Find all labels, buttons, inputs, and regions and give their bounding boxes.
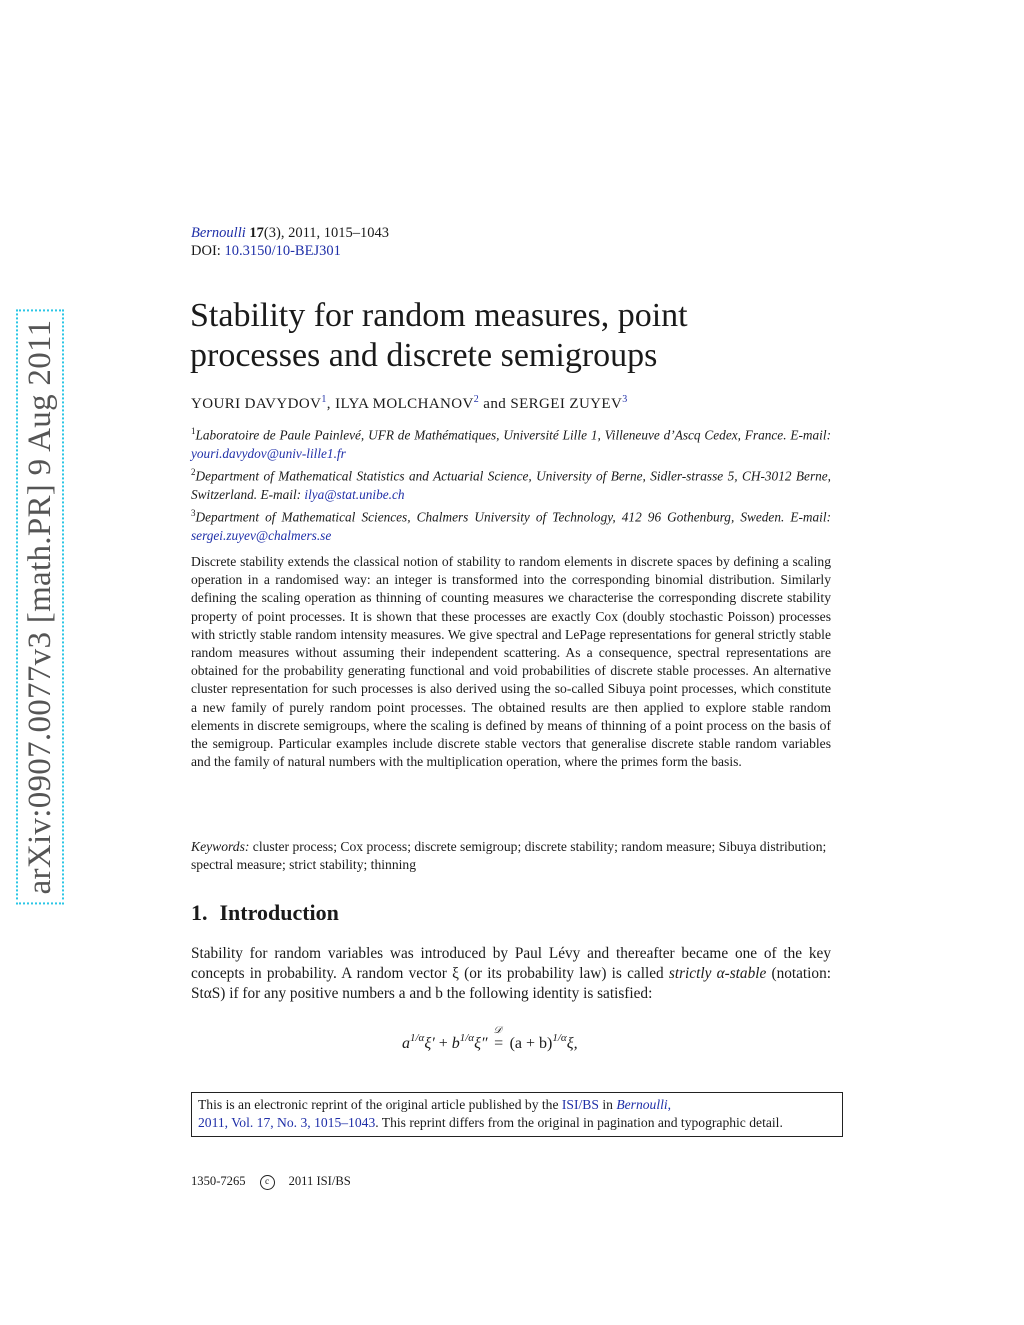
title-line-2: processes and discrete semigroups [190,337,658,374]
author-1: YOURI DAVYDOV [191,396,322,412]
author-separator-1: , [326,396,336,412]
journal-name-link[interactable]: Bernoulli [191,225,246,241]
section-heading [191,900,339,926]
affiliations [191,422,831,545]
citation-link[interactable]: 2011, Vol. 17, No. 3, 1015–1043 [198,1115,376,1131]
copyright-holder: 2011 ISI/BS [288,1174,351,1188]
intro-text-2: (notation: StαS) if for any positive numbers a and b the following identity is satisfied: [191,965,831,1002]
intro-emphasis: strictly α-stable [668,965,767,982]
author-3-affil-marker[interactable]: 3 [622,394,628,405]
issn: 1350-7265 [191,1174,246,1188]
eq-exponent-1: 1/α [410,1032,425,1044]
bernoulli-link[interactable]: Bernoulli [616,1097,668,1112]
email-link[interactable]: youri.davydov@univ-lille1.fr [191,445,346,461]
author-3: SERGEI ZUYEV [510,396,623,412]
arxiv-stamp-container [16,302,64,912]
reprint-comma: , [667,1097,672,1112]
affiliation-1 [191,422,831,463]
intro-text-1: Stability for random variables was introduced by Paul Lévy and thereafter became one of the key concepts in probability. A random vector ξ (or its probability law) is called [191,945,831,982]
reprint-text-1: This is an electronic reprint of the original article published by the [198,1097,562,1112]
author-list [191,394,628,413]
email-link[interactable]: sergei.zuyev@chalmers.se [191,527,332,543]
isi-bs-link[interactable]: ISI/BS [561,1097,599,1112]
affiliation-marker: 1 [191,426,196,436]
paper-title [190,296,830,376]
section-title: Introduction [219,900,339,925]
reprint-text-3: . This reprint differs from the original in pagination and typographic detail. [375,1115,783,1131]
eq-tail: ξ, [566,1035,578,1052]
journal-volume: 17 [249,225,264,241]
eq-xi-double-prime: ξ″ [474,1035,488,1052]
intro-paragraph [191,944,831,1004]
affiliation-3 [191,504,831,545]
affiliation-text: Department of Mathematical Statistics and Actuarial Science, University of Berne, Sidler-strasse 5, CH-3012 Berne, Switzerland. E-mail: [191,468,831,502]
eq-a: a [402,1035,410,1052]
stability-equation [402,1025,578,1053]
copyright-footer [191,1174,351,1190]
eq-rhs: (a + b) [509,1035,553,1052]
author-2: ILYA MOLCHANOV [335,396,474,412]
doi-line [191,242,389,260]
eq-exponent-2: 1/α [459,1032,475,1044]
affiliation-text: Laboratoire de Paule Painlevé, UFR de Mathématiques, Université Lille 1, Villeneuve d’Ascq Cedex, France. E-mail: [195,427,831,443]
eq-distribution-symbol: 𝒟 [493,1025,502,1036]
journal-issue-pages: (3), 2011, 1015–1043 [263,225,390,241]
author-separator-2: and [479,396,511,412]
eq-b: b [451,1035,460,1052]
affiliation-marker: 3 [191,508,196,519]
keywords-label: Keywords: [191,839,250,854]
eq-xi-prime: ξ′ [424,1035,435,1052]
doi-label: DOI: [191,243,221,259]
author-2-affil-marker[interactable]: 2 [473,394,480,405]
affiliation-2 [191,463,831,504]
affiliation-text: Department of Mathematical Sciences, Chalmers University of Technology, 412 96 Gothenburg, Sweden. E-mail: [195,509,831,525]
doi-link[interactable]: 10.3150/10-BEJ301 [224,243,341,259]
keywords-text: cluster process; Cox process; discrete semigroup; discrete stability; random measure; Sibuya distribution; spectral measure; strict stability; thinning [191,839,827,873]
affiliation-marker: 2 [191,467,196,478]
eq-equal-in-distribution [492,1025,506,1053]
journal-reference [191,224,389,260]
journal-citation-line [191,224,389,242]
eq-equals: = [494,1035,504,1052]
reprint-notice-box [191,1092,843,1137]
keywords [191,838,831,874]
email-link[interactable]: ilya@stat.unibe.ch [304,486,405,502]
arxiv-stamp[interactable]: arXiv:0907.0077v3 [math.PR] 9 Aug 2011 [20,314,60,901]
abstract: Discrete stability extends the classical notion of stability to random elements in discrete spaces by defining a scaling operation in a randomised way: an integer is transformed into the corresponding binomial distribution. Similarly defining the scaling operation as thinning of counting measures we characterise the corresponding discrete stability property of point processes. It is shown that these processes are exactly Cox (doubly stochastic Poisson) processes with strictly stable random intensity measures. We give spectral and LePage representations for general strictly stable random measures without assuming their independent scattering. As a consequence, spectral representations are obtained for the probability generating functional and void probabilities of discrete stable processes. An alternative cluster representation for such processes is also derived using the so-called Sibuya point processes, which constitute a new family of purely random point processes. The obtained results are then applied to explore stable random elements in discrete semigroups, where the scaling is defined by means of thinning of a point process on the basis of the semigroup. Particular examples include discrete stable vectors that generalise discrete stable random variables and the family of natural numbers with the multiplication operation, where the primes form the basis. [191,554,831,770]
section-number: 1. [191,900,208,925]
title-line-1: Stability for random measures, point [190,297,688,334]
reprint-text-2: in [598,1097,617,1112]
eq-exponent-3: 1/α [552,1032,567,1044]
eq-plus: + [434,1035,452,1052]
copyright-icon: c [260,1175,275,1190]
author-1-affil-marker[interactable]: 1 [321,394,327,405]
